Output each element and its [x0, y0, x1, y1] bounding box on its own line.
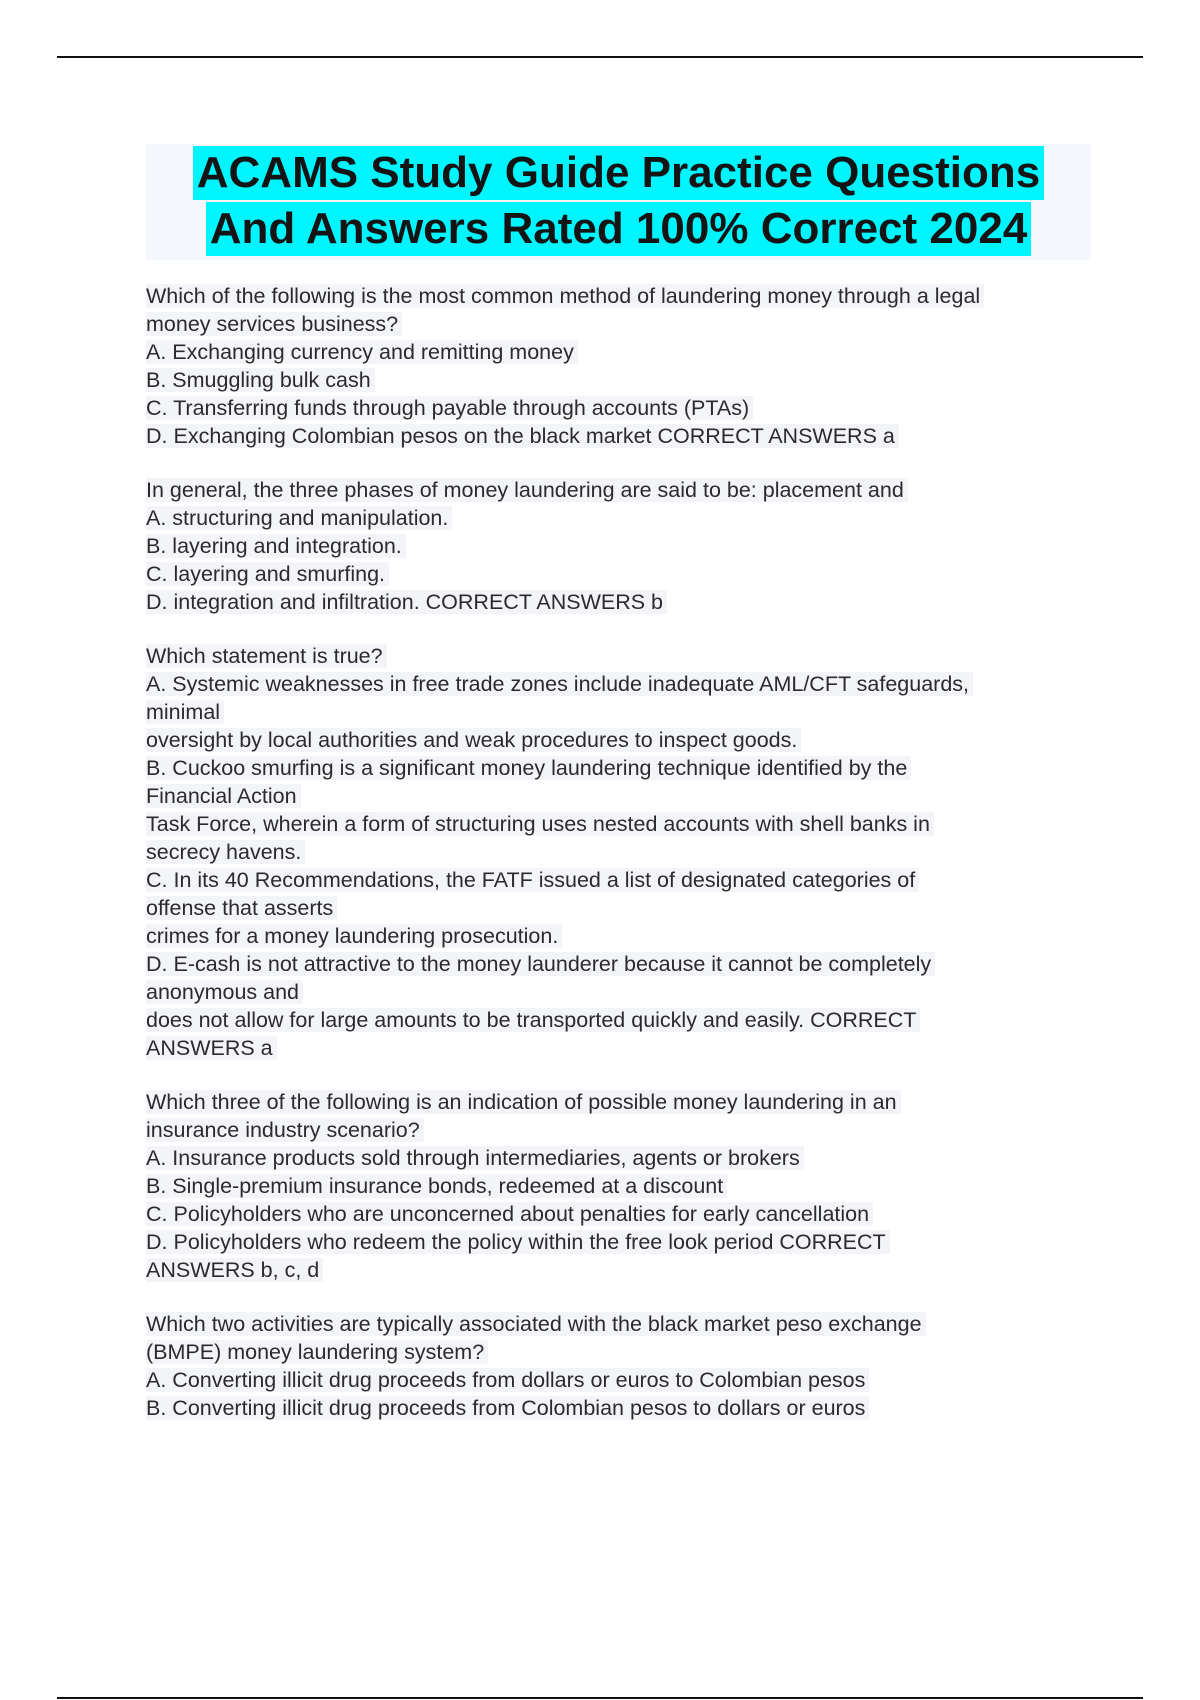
line-text: ANSWERS b, c, d	[146, 1258, 323, 1282]
line-text: A. Converting illicit drug proceeds from dollars or euros to Colombian pesos	[146, 1368, 869, 1392]
line-text: C. layering and smurfing.	[146, 562, 389, 586]
question-line	[146, 1366, 1091, 1394]
question-text	[146, 642, 1091, 670]
question-line	[146, 560, 1091, 588]
question-line	[146, 978, 1091, 1006]
line-text: oversight by local authorities and weak procedures to inspect goods.	[146, 728, 801, 752]
question-line	[146, 338, 1091, 366]
line-text: C. In its 40 Recommendations, the FATF issued a list of designated categories of	[146, 868, 919, 892]
line-text: A. Systemic weaknesses in free trade zones include inadequate AML/CFT safeguards,	[146, 672, 973, 696]
line-text: anonymous and	[146, 980, 303, 1004]
line-text: D. Policyholders who redeem the policy within the free look period CORRECT	[146, 1230, 890, 1254]
title-line-2: And Answers Rated 100% Correct 2024	[206, 202, 1032, 256]
question-line	[146, 1228, 1091, 1256]
question-block	[146, 1088, 1091, 1284]
question-line	[146, 922, 1091, 950]
line-text: (BMPE) money laundering system?	[146, 1340, 488, 1364]
question-text	[146, 476, 1091, 504]
line-text: Which three of the following is an indication of possible money laundering in an	[146, 1090, 901, 1114]
question-line	[146, 670, 1091, 698]
question-line	[146, 1144, 1091, 1172]
question-line	[146, 1200, 1091, 1228]
question-line	[146, 950, 1091, 978]
top-rule	[57, 56, 1143, 58]
line-text: does not allow for large amounts to be transported quickly and easily. CORRECT	[146, 1008, 920, 1032]
question-line	[146, 532, 1091, 560]
line-text: offense that asserts	[146, 896, 337, 920]
question-line	[146, 754, 1091, 782]
question-line	[146, 810, 1091, 838]
line-text: money services business?	[146, 312, 402, 336]
line-text: ANSWERS a	[146, 1036, 277, 1060]
title-line-1: ACAMS Study Guide Practice Questions	[193, 146, 1045, 200]
line-text: C. Policyholders who are unconcerned about penalties for early cancellation	[146, 1202, 873, 1226]
line-text: D. E-cash is not attractive to the money launderer because it cannot be completely	[146, 952, 935, 976]
question-line	[146, 1006, 1091, 1034]
line-text: Which of the following is the most common method of laundering money through a legal	[146, 284, 984, 308]
question-line	[146, 1338, 1091, 1366]
question-line	[146, 394, 1091, 422]
question-line	[146, 1116, 1091, 1144]
question-line	[146, 366, 1091, 394]
question-line	[146, 838, 1091, 866]
line-text: Which two activities are typically associated with the black market peso exchange	[146, 1312, 926, 1336]
question-line	[146, 866, 1091, 894]
line-text: minimal	[146, 700, 224, 724]
line-text: secrecy havens.	[146, 840, 305, 864]
line-text: A. structuring and manipulation.	[146, 506, 452, 530]
line-text: C. Transferring funds through payable through accounts (PTAs)	[146, 396, 753, 420]
question-line	[146, 310, 1091, 338]
question-line	[146, 894, 1091, 922]
question-line	[146, 698, 1091, 726]
question-list	[146, 282, 1091, 1448]
question-line	[146, 726, 1091, 754]
question-line	[146, 588, 1091, 616]
line-text: D. Exchanging Colombian pesos on the black market CORRECT ANSWERS a	[146, 424, 899, 448]
line-text: B. Converting illicit drug proceeds from Colombian pesos to dollars or euros	[146, 1396, 869, 1420]
line-text: crimes for a money laundering prosecution.	[146, 924, 562, 948]
question-line	[146, 1256, 1091, 1284]
bottom-rule	[57, 1697, 1143, 1699]
line-text: insurance industry scenario?	[146, 1118, 424, 1142]
question-line	[146, 422, 1091, 450]
question-line	[146, 1394, 1091, 1422]
line-text: A. Exchanging currency and remitting money	[146, 340, 578, 364]
line-text: In general, the three phases of money laundering are said to be: placement and	[146, 478, 908, 502]
question-line	[146, 504, 1091, 532]
question-text	[146, 1310, 1091, 1338]
line-text: A. Insurance products sold through intermediaries, agents or brokers	[146, 1146, 804, 1170]
question-line	[146, 1172, 1091, 1200]
question-line	[146, 782, 1091, 810]
line-text: B. layering and integration.	[146, 534, 406, 558]
line-text: B. Smuggling bulk cash	[146, 368, 375, 392]
line-text: B. Single-premium insurance bonds, redeemed at a discount	[146, 1174, 727, 1198]
line-text: B. Cuckoo smurfing is a significant money laundering technique identified by the	[146, 756, 911, 780]
question-block	[146, 282, 1091, 450]
document-title	[146, 144, 1091, 260]
question-text	[146, 1088, 1091, 1116]
question-block	[146, 1310, 1091, 1422]
line-text: Which statement is true?	[146, 644, 387, 668]
question-line	[146, 1034, 1091, 1062]
question-block	[146, 476, 1091, 616]
line-text: Task Force, wherein a form of structuring uses nested accounts with shell banks in	[146, 812, 934, 836]
line-text: D. integration and infiltration. CORRECT ANSWERS b	[146, 590, 667, 614]
question-block	[146, 642, 1091, 1062]
line-text: Financial Action	[146, 784, 301, 808]
question-text	[146, 282, 1091, 310]
